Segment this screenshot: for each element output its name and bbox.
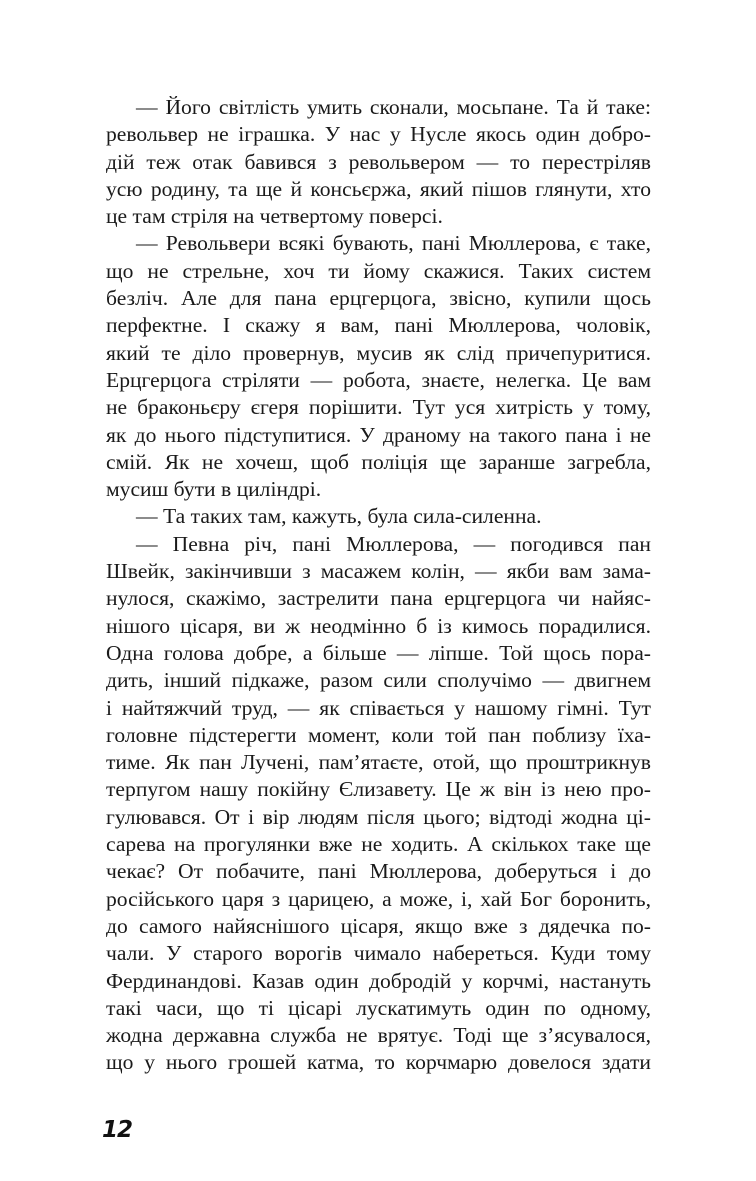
text-line: який те діло провернув, мусив як слід причепуритися. bbox=[106, 340, 651, 365]
text-line: до самого найяснішого цісаря, якщо вже з дядечка по- bbox=[106, 913, 651, 938]
text-line: — Його світлість умить сконали, мосьпане. Та й таке: bbox=[136, 95, 651, 119]
text-line: тиме. Як пан Лучені, пам’ятаєте, отой, що проштрикнув bbox=[106, 750, 651, 775]
text-line: нішого цісаря, ви ж неодмінно б із кимось порадилися. bbox=[106, 613, 651, 638]
page-text bbox=[106, 94, 651, 1077]
text-line: мусиш бути в циліндрі. bbox=[106, 477, 322, 502]
text-line: що не стрельне, хоч ти йому скажися. Таких систем bbox=[106, 258, 651, 283]
text-line: гулювався. От і вір людям після цього; відтоді жодна ці- bbox=[106, 804, 651, 829]
text-line: не браконьєру єгеря порішити. Тут уся хитрість у тому, bbox=[106, 395, 651, 420]
text-line: чекає? От побачите, пані Мюллерова, доберуться і до bbox=[106, 859, 651, 884]
text-line: такі часи, що ті цісарі лускатимуть один по одному, bbox=[106, 995, 651, 1020]
text-line: дить, інший підкаже, разом сили сполучімо — двигнем bbox=[106, 668, 651, 693]
text-line: перфектне. І скажу я вам, пані Мюллерова, чоловік, bbox=[106, 313, 651, 338]
text-line: револьвер не іграшка. У нас у Нусле якось один добро- bbox=[106, 122, 651, 147]
text-line: головне підстерегти момент, коли той пан поблизу їха- bbox=[106, 722, 651, 747]
text-line: смій. Як не хочеш, щоб поліція ще заранше загребла, bbox=[106, 449, 651, 474]
page-number: 12 bbox=[102, 1117, 133, 1143]
text-line: безліч. Але для пана ерцгерцога, звісно, купили щось bbox=[106, 286, 651, 311]
text-line: Одна голова добре, а більше — ліпше. Той щось пора- bbox=[106, 640, 651, 665]
text-line: — Певна річ, пані Мюллерова, — погодився пан bbox=[136, 531, 651, 556]
text-line: Ерцгерцога стріляти — робота, знаєте, нелегка. Це вам bbox=[106, 367, 651, 392]
text-line: як до нього підступитися. У драному на такого пана і не bbox=[106, 422, 651, 447]
text-line: чали. У старого ворогів чимало набереться. Куди тому bbox=[106, 941, 651, 966]
text-line: терпугом нашу покійну Єлизавету. Це ж він із нею про- bbox=[106, 777, 651, 802]
text-line: Швейк, закінчивши з масажем колін, — якби вам зама- bbox=[106, 559, 651, 584]
text-line: — Револьвери всякі бувають, пані Мюллерова, є таке, bbox=[136, 231, 651, 256]
text-line: Фердинандові. Казав один добродій у корчмі, настануть bbox=[106, 968, 651, 993]
text-line: російського царя з царицею, а може, і, хай Бог боронить, bbox=[106, 886, 651, 911]
text-line: дій теж отак бавився з револьвером — то перестріляв bbox=[106, 149, 651, 174]
text-line: жодна державна служба не врятує. Тоді ще з’ясувалося, bbox=[106, 1023, 651, 1048]
text-line: і найтяжчий труд, — як співається у нашому гімні. Тут bbox=[106, 695, 651, 720]
text-line: усю родину, та ще й консьєржа, який пішов глянути, хто bbox=[106, 176, 651, 201]
text-line: це там стріля на четвертому поверсі. bbox=[106, 204, 443, 229]
text-line: нулося, скажімо, застрелити пана ерцгерцога чи найяс- bbox=[106, 586, 651, 611]
text-line: — Та таких там, кажуть, була сила-силенна. bbox=[136, 504, 542, 529]
text-line: сарева на прогулянки вже не ходить. А скількох таке ще bbox=[106, 832, 651, 857]
text-line: що у нього грошей катма, то корчмарю довелося здати bbox=[106, 1050, 651, 1075]
